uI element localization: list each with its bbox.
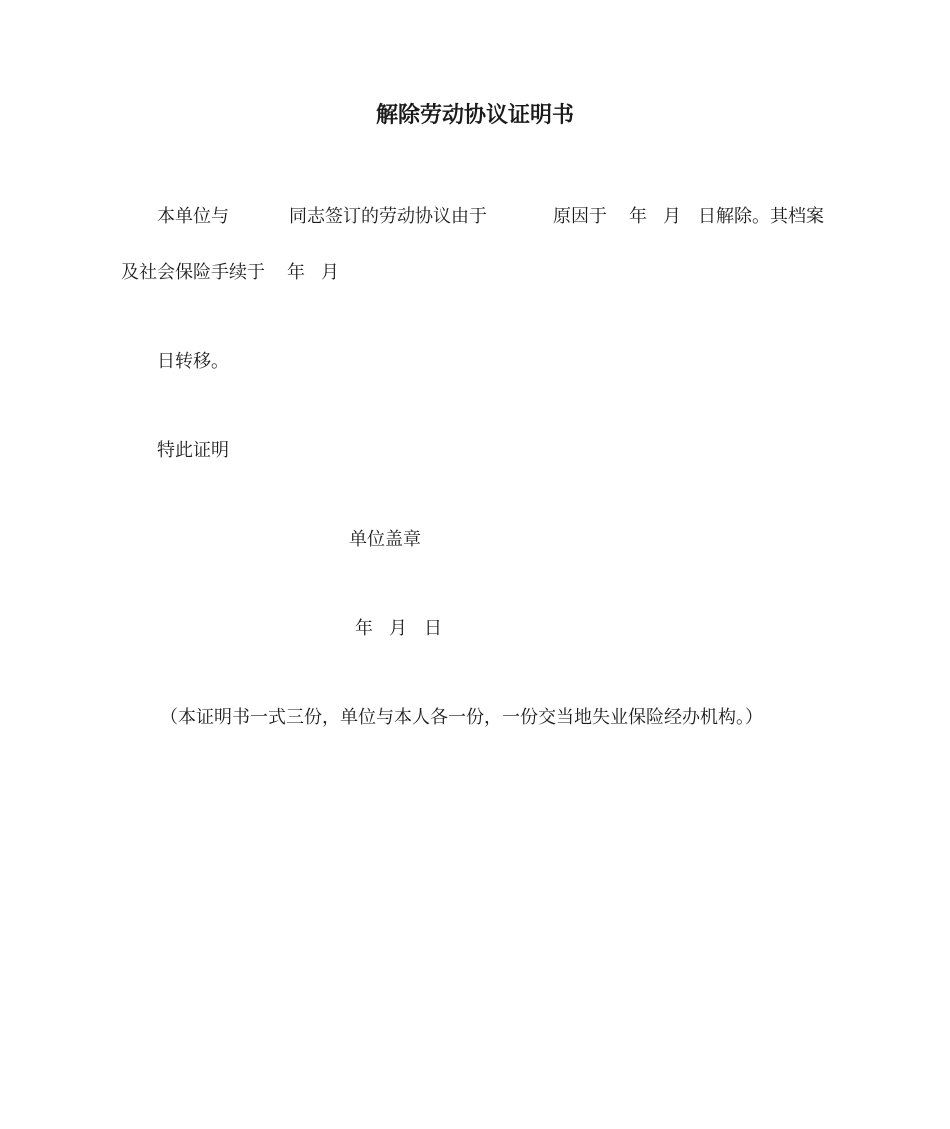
document-title: 解除劳动协议证明书 xyxy=(375,103,574,128)
date-day: 日 xyxy=(424,618,442,639)
text-year-2: 年 xyxy=(287,262,305,283)
text-month-1: 月 xyxy=(663,206,681,227)
text-month-2: 月 xyxy=(321,262,339,283)
body-line-1 xyxy=(0,206,950,228)
date-month: 月 xyxy=(389,618,407,639)
body-line-2 xyxy=(0,262,950,284)
text-comrade-contract: 同志签订的劳动协议由于 xyxy=(289,206,487,227)
text-social-insurance: 及社会保险手续于 xyxy=(121,262,265,283)
footnote: （本证明书一式三份，单位与本人各一份，一份交当地失业保险经办机构。） xyxy=(160,707,763,728)
signature-date xyxy=(0,618,950,640)
date-year: 年 xyxy=(355,618,373,639)
text-unit-with: 本单位与 xyxy=(157,206,229,227)
text-reason-on: 原因于 xyxy=(553,206,607,227)
text-year-1: 年 xyxy=(629,206,647,227)
text-day-terminated: 日解除。其档案 xyxy=(698,206,824,227)
seal-label: 单位盖章 xyxy=(349,529,421,550)
body-line-3: 日转移。 xyxy=(157,351,229,372)
certify-text: 特此证明 xyxy=(157,440,229,461)
